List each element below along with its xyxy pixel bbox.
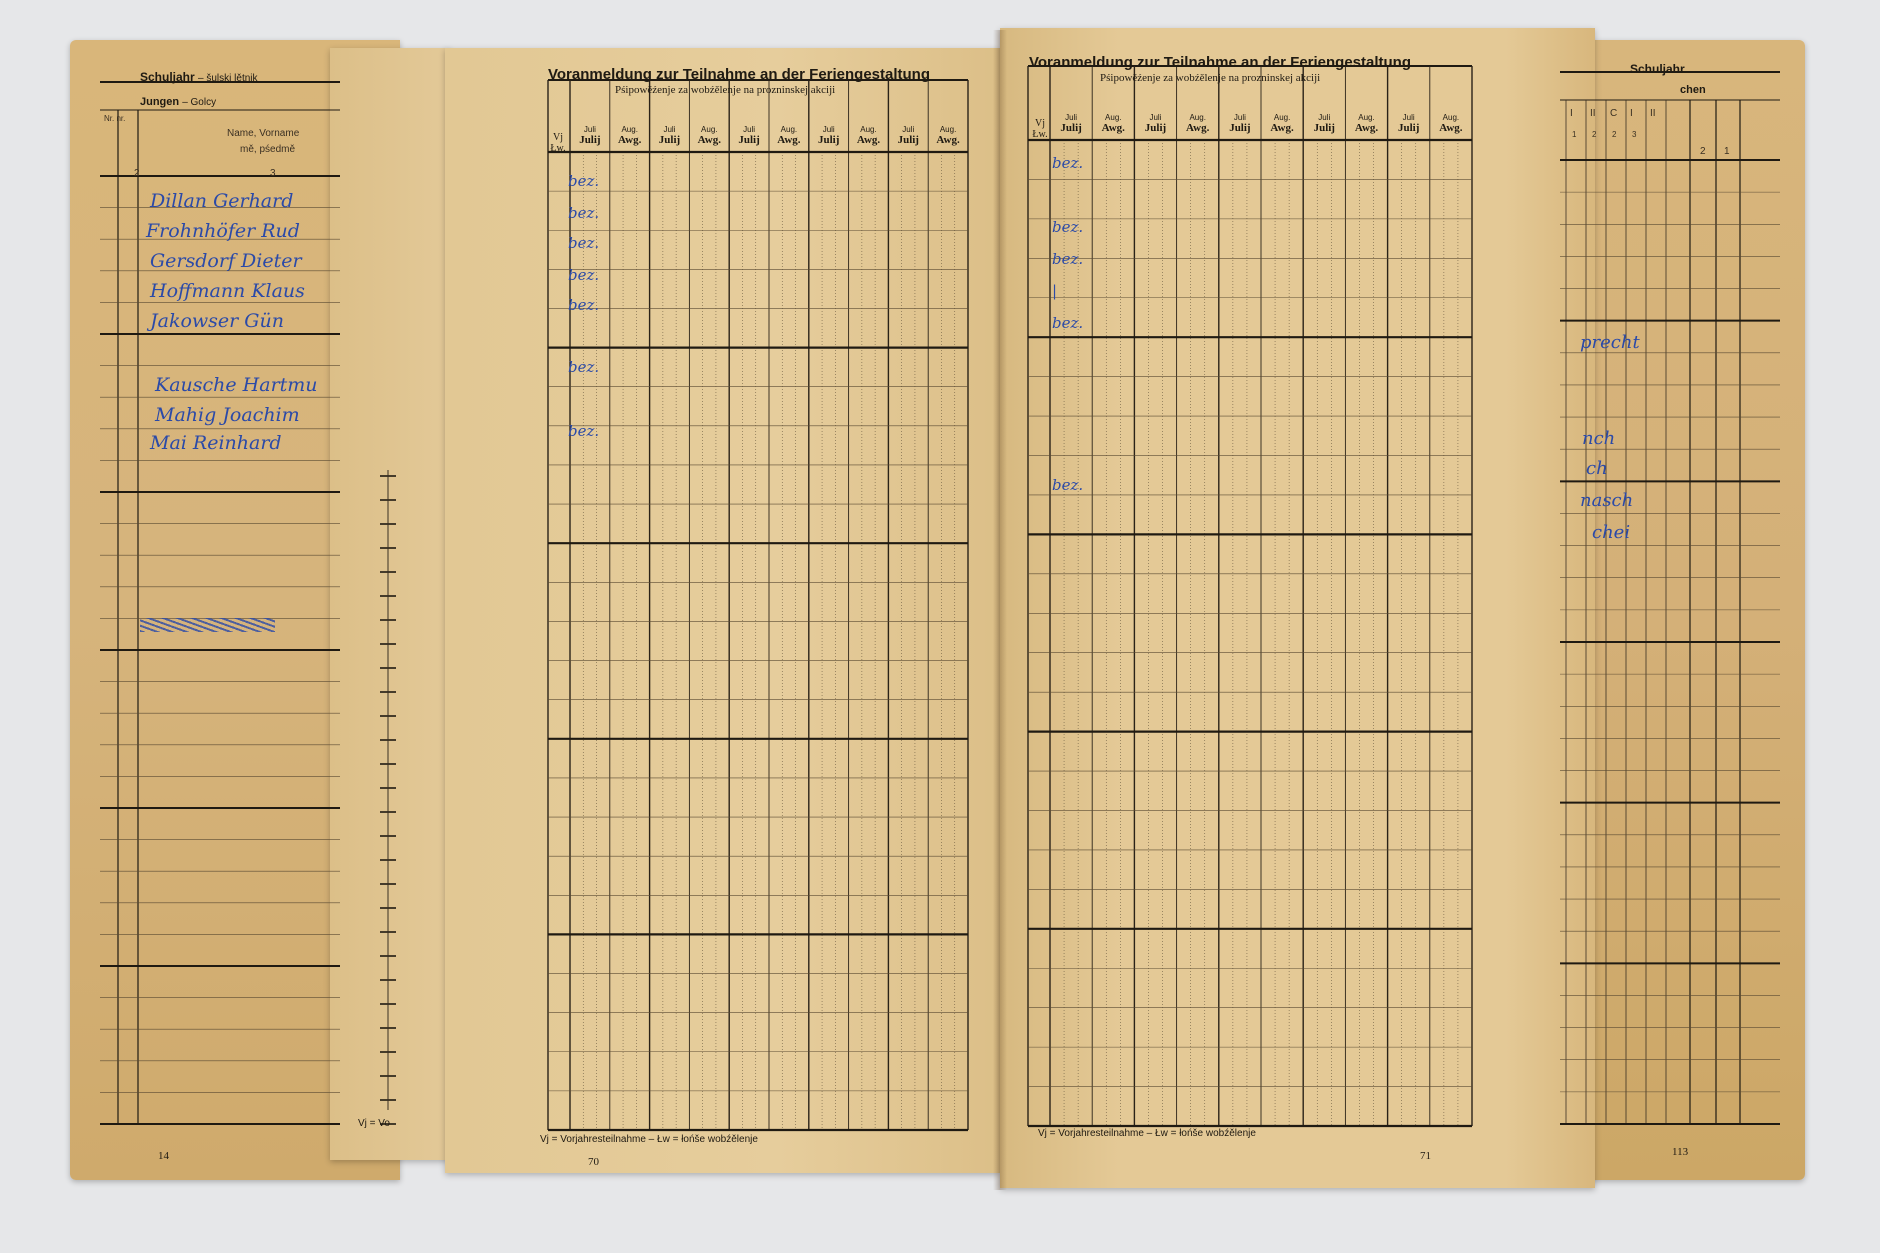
left-page-number: 14 [158,1150,169,1162]
right-col-index-1: 1 [1724,146,1730,157]
right-column-head: I [1630,108,1633,119]
month-column-header: Aug. Awg. [856,125,881,146]
month-column-header: Aug. Awg. [777,125,801,146]
month-column-header: Aug. Awg. [1186,113,1210,134]
month-column-header: Juli Julij [1144,113,1167,134]
page-71-title: Voranmeldung zur Teilnahme an der Feriengestaltung [1029,54,1412,71]
month-column-header: Juli Julij [817,125,840,146]
page-70-number: 70 [588,1156,599,1168]
right-column-head: C [1610,108,1618,119]
month-column-header: Juli Julij [1313,113,1335,134]
month-column-header: Aug. Awg. [1354,113,1379,134]
student-name: Kausche Hartmu [155,374,318,396]
left-col-name-sub: mě, pśedmě [240,144,296,155]
student-name: Dillan Gerhard [150,190,294,212]
attendance-mark: | [1052,282,1058,300]
attendance-mark: bez. [568,204,600,222]
right-group-label: chen [1680,84,1706,96]
month-column-header: Aug. Awg. [1101,113,1125,134]
right-column-number: 2 [1592,130,1597,139]
page-71-footer: Vj = Vorjahresteilnahme – Łw = łońše wobźělenje [1038,1128,1256,1139]
right-column-number: 2 [1612,130,1617,139]
attendance-mark: bez. [1052,476,1084,494]
student-name: Mahig Joachim [155,404,300,426]
student-name: Frohnhöfer Rud [146,220,300,242]
attendance-mark: bez. [568,172,600,190]
page-71-subtitle: Pśipowěźenje za wobźělenje na prozninskej akciji [1100,72,1321,84]
left-col-name: Name, Vorname [227,128,300,139]
right-page-grid [1560,72,1780,1124]
right-column-number: 3 [1632,130,1637,139]
attendance-mark: bez. [568,422,600,440]
student-name: Gersdorf Dieter [150,250,302,272]
month-column-header: Aug. Awg. [1439,113,1463,134]
left-group-label: Jungen – Golcy [140,96,217,108]
left-schuljahr-label: Schuljahr – šulski lětnik [140,70,258,84]
page-70-subtitle: Pśipowěźenje za wobźělenje na prozninskej akciji [615,84,836,96]
month-column-header: Juli Julij [658,125,681,146]
month-column-header: Juli Julij [897,125,919,146]
attendance-mark: bez. [1052,314,1084,332]
attendance-mark: bez. [568,358,600,376]
student-name: Jakowser Gün [150,310,284,332]
page-71-grid [1028,66,1472,1126]
month-column-header: Aug. Awg. [697,125,721,146]
month-column-header: Aug. Awg. [936,125,960,146]
attendance-mark: bez. [1052,250,1084,268]
attendance-mark: bez. [1052,154,1084,172]
page-70-title: Voranmeldung zur Teilnahme an der Feriengestaltung [548,66,931,83]
left-col-nr: Nr. nr. [104,114,126,123]
name-fragment: nch [1582,428,1616,449]
right-column-head: II [1590,108,1596,119]
left-footer: Vj = Vo [358,1118,390,1129]
right-column-number: 1 [1572,130,1577,139]
student-name: Hoffmann Klaus [150,280,305,302]
attendance-mark: bez. [568,266,600,284]
page-70-grid [548,80,968,1130]
name-fragment: ch [1586,458,1608,479]
month-column-header: Juli Julij [1397,113,1420,134]
right-schuljahr-label: Schuljahr [1630,62,1685,76]
page-70-vj-header: Vj Łw. [550,132,566,154]
name-fragment: chei [1592,522,1631,543]
page-70-footer: Vj = Vorjahresteilnahme – Łw = łońše wobźělenje [540,1134,758,1145]
page-71-number: 71 [1420,1150,1431,1162]
month-column-header: Aug. Awg. [618,125,642,146]
attendance-mark: bez. [568,296,600,314]
left-col-index-2: 2 [134,168,140,179]
attendance-mark: bez. [1052,218,1084,236]
name-fragment: precht [1580,332,1640,353]
right-page-number: 113 [1672,1146,1689,1158]
month-column-header: Juli Julij [579,125,601,146]
name-fragment: nasch [1580,490,1634,511]
month-column-header: Aug. Awg. [1270,113,1294,134]
page-71-vj-header: Vj Łw. [1032,118,1048,140]
month-column-header: Juli Julij [738,125,760,146]
attendance-mark: bez. [568,234,600,252]
right-col-index-2: 2 [1700,146,1706,157]
scribble-mark [140,618,275,632]
month-column-header: Juli Julij [1229,113,1251,134]
student-name: Mai Reinhard [150,432,282,454]
right-column-head: II [1650,108,1656,119]
left-col-index-3: 3 [270,168,276,179]
right-column-head: I [1570,108,1573,119]
month-column-header: Juli Julij [1060,113,1082,134]
